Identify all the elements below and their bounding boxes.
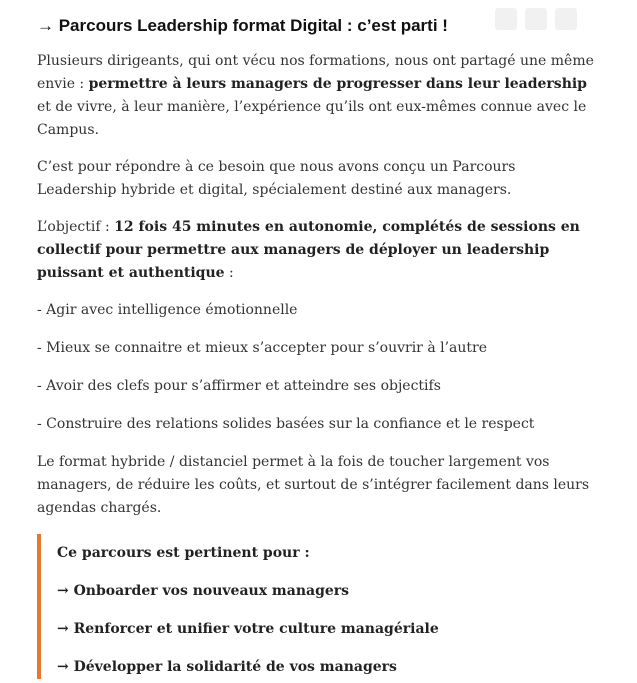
intro-text-start: Plusieurs dirigeants, qui ont vécu nos formations, nous ont partagé une même envie : bbox=[37, 53, 594, 92]
article-body bbox=[37, 14, 597, 683]
intro-text-end: et de vivre, à leur manière, l’expérience qu’ils ont eux-mêmes connue avec le Campus. bbox=[37, 99, 587, 138]
callout-item: → Onboarder vos nouveaux managers bbox=[57, 583, 350, 599]
goal-item: - Avoir des clefs pour s’affirmer et atteindre ses objectifs bbox=[37, 378, 441, 394]
goal-item: - Agir avec intelligence émotionnelle bbox=[37, 302, 298, 318]
objective-label: L’objectif : bbox=[37, 219, 115, 235]
callout-box bbox=[37, 534, 597, 679]
goal-item: - Construire des relations solides basées sur la confiance et le respect bbox=[37, 416, 535, 432]
callout-item: → Développer la solidarité de vos managers bbox=[57, 659, 397, 675]
objective-suffix: : bbox=[224, 265, 234, 281]
goal-item: - Mieux se connaitre et mieux s’accepter pour s’ouvrir à l’autre bbox=[37, 340, 488, 356]
callout-title: Ce parcours est pertinent pour : bbox=[57, 545, 310, 561]
objective-paragraph bbox=[37, 216, 597, 285]
format-paragraph: Le format hybride / distanciel permet à la fois de toucher largement vos managers, de réduire les coûts, et surtout de s’intégrer facilement dans leurs agendas chargés. bbox=[37, 454, 590, 516]
intro-paragraph bbox=[37, 50, 597, 142]
callout-item: → Renforcer et unifier votre culture managériale bbox=[57, 621, 439, 637]
objective-bold-text: 12 fois 45 minutes en autonomie, complétés de sessions en collectif pour permettre aux managers de déployer un leadership puissant et authentique bbox=[37, 219, 580, 281]
design-paragraph: C’est pour répondre à ce besoin que nous avons conçu un Parcours Leadership hybride et digital, spécialement destiné aux managers. bbox=[37, 159, 516, 198]
section-heading: → Parcours Leadership format Digital : c’est parti ! bbox=[37, 16, 448, 35]
intro-bold-text: permettre à leurs managers de progresser dans leur leadership bbox=[88, 76, 587, 92]
